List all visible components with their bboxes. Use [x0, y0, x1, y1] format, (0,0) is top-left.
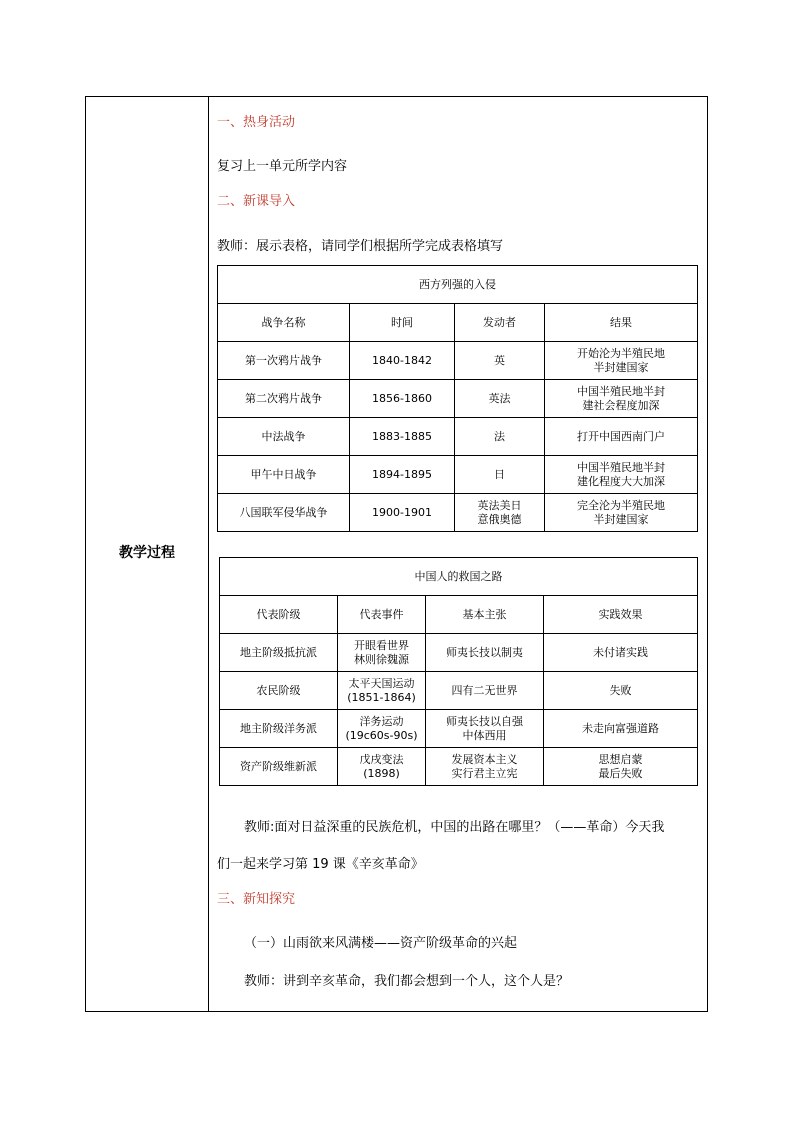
- salvation-table-cell: 思想启蒙 最后失败: [544, 748, 698, 786]
- salvation-table-row: [220, 710, 698, 748]
- salvation-table-cell: 发展资本主义 实行君主立宪: [426, 748, 544, 786]
- salvation-table-header-cell: 代表阶级: [220, 596, 338, 634]
- salvation-table: [219, 557, 698, 786]
- intro-heading: 二、新课导入: [217, 194, 296, 209]
- teacher-last-line: 教师：讲到辛亥革命，我们都会想到一个人，这个人是？: [244, 974, 570, 989]
- invasion-table-header-cell: 战争名称: [218, 304, 350, 342]
- invasion-table-cell: 英: [455, 342, 545, 380]
- salvation-table-cell: 师夷长技以制夷: [426, 634, 544, 672]
- invasion-table-row: [218, 380, 698, 418]
- subsection-title: （一）山雨欲来风满楼——资产阶级革命的兴起: [244, 936, 518, 951]
- invasion-table-header-cell: 结果: [545, 304, 698, 342]
- invasion-table-row: [218, 494, 698, 532]
- salvation-table-cell: 失败: [544, 672, 698, 710]
- invasion-table-title: 西方列强的入侵: [218, 266, 698, 304]
- invasion-table-cell: 1894-1895: [350, 456, 455, 494]
- salvation-table-header-cell: 实践效果: [544, 596, 698, 634]
- invasion-table-cell: 开始沦为半殖民地 半封建国家: [545, 342, 698, 380]
- section-label: 教学过程: [119, 545, 175, 561]
- invasion-table: [217, 265, 698, 532]
- salvation-table-cell: 资产阶级维新派: [220, 748, 338, 786]
- teacher-question-line2: 们一起来学习第 19 课《辛亥革命》: [217, 857, 424, 872]
- intro-text: 教师：展示表格，请同学们根据所学完成表格填写: [217, 239, 504, 254]
- invasion-table-cell: 八国联军侵华战争: [218, 494, 350, 532]
- column-divider: [208, 97, 209, 1011]
- invasion-table-header-cell: 时间: [350, 304, 455, 342]
- salvation-table-cell: 洋务运动 (19c60s-90s): [338, 710, 426, 748]
- salvation-table-row: [220, 748, 698, 786]
- salvation-table-cell: 未走向富强道路: [544, 710, 698, 748]
- invasion-table-cell: 1856-1860: [350, 380, 455, 418]
- salvation-table-header-cell: 基本主张: [426, 596, 544, 634]
- invasion-table-cell: 中国半殖民地半封 建化程度大大加深: [545, 456, 698, 494]
- invasion-table-cell: 1883-1885: [350, 418, 455, 456]
- salvation-table-row: [220, 634, 698, 672]
- invasion-table-cell: 英法: [455, 380, 545, 418]
- salvation-table-cell: 开眼看世界 林则徐魏源: [338, 634, 426, 672]
- invasion-table-cell: 法: [455, 418, 545, 456]
- salvation-table-cell: 师夷长技以自强 中体西用: [426, 710, 544, 748]
- salvation-table-cell: 戊戌变法 (1898): [338, 748, 426, 786]
- salvation-table-cell: 农民阶级: [220, 672, 338, 710]
- warmup-heading: 一、热身活动: [217, 115, 296, 130]
- invasion-table-cell: 英法美日 意俄奥德: [455, 494, 545, 532]
- invasion-table-cell: 日: [455, 456, 545, 494]
- invasion-table-row: [218, 342, 698, 380]
- invasion-table-cell: 1840-1842: [350, 342, 455, 380]
- invasion-table-cell: 中法战争: [218, 418, 350, 456]
- invasion-table-row: [218, 418, 698, 456]
- invasion-table-cell: 甲午中日战争: [218, 456, 350, 494]
- teacher-question-line1: 教师:面对日益深重的民族危机，中国的出路在哪里？（——革命）今天我: [244, 820, 665, 835]
- warmup-text: 复习上一单元所学内容: [217, 159, 348, 174]
- salvation-table-cell: 地主阶级洋务派: [220, 710, 338, 748]
- invasion-table-cell: 1900-1901: [350, 494, 455, 532]
- salvation-table-header-cell: 代表事件: [338, 596, 426, 634]
- invasion-table-cell: 中国半殖民地半封 建社会程度加深: [545, 380, 698, 418]
- salvation-table-cell: 地主阶级抵抗派: [220, 634, 338, 672]
- invasion-table-cell: 第一次鸦片战争: [218, 342, 350, 380]
- salvation-table-cell: 太平天国运动 (1851-1864): [338, 672, 426, 710]
- salvation-table-row: [220, 672, 698, 710]
- invasion-table-row: [218, 456, 698, 494]
- lesson-frame: [85, 96, 708, 1012]
- invasion-table-cell: 打开中国西南门户: [545, 418, 698, 456]
- explore-heading: 三、新知探究: [217, 892, 296, 907]
- invasion-table-header-cell: 发动者: [455, 304, 545, 342]
- invasion-table-cell: 第二次鸦片战争: [218, 380, 350, 418]
- salvation-table-cell: 四有二无世界: [426, 672, 544, 710]
- salvation-table-cell: 未付诸实践: [544, 634, 698, 672]
- invasion-table-cell: 完全沦为半殖民地 半封建国家: [545, 494, 698, 532]
- salvation-table-title: 中国人的救国之路: [220, 558, 698, 596]
